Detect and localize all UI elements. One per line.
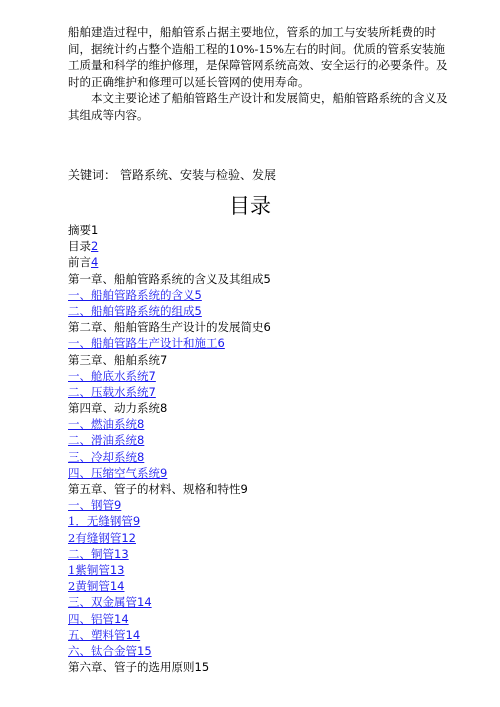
toc-entry-title: 1紫铜管 <box>68 562 110 577</box>
toc-entry-page: 5 <box>194 287 202 302</box>
toc-entry-title: 2黄铜管 <box>68 579 110 594</box>
toc-entry-link[interactable] <box>68 547 129 561</box>
toc-page-link[interactable] <box>91 255 98 269</box>
toc-entry-page: 8 <box>137 417 145 432</box>
toc-entry-page: 7 <box>160 352 168 367</box>
toc-entry-link[interactable] <box>68 595 152 609</box>
keywords-line <box>68 166 276 184</box>
toc-entry-link[interactable] <box>68 579 124 593</box>
toc-entry-title: 一、舱底水系统 <box>68 368 149 383</box>
toc-entry-link[interactable] <box>68 433 144 447</box>
toc-entry-link[interactable] <box>68 417 144 431</box>
toc-entry-link[interactable] <box>68 644 152 658</box>
toc-section-entry <box>68 513 448 529</box>
toc-entry-page: 13 <box>109 562 125 577</box>
toc-entry-page: 5 <box>194 303 202 318</box>
table-of-contents <box>68 222 448 675</box>
keywords-text: 管路系统、安装与检验、发展 <box>120 168 277 182</box>
toc-section-entry <box>68 287 448 303</box>
toc-entry-title: 五、塑料管 <box>68 627 126 642</box>
toc-entry-link[interactable] <box>68 369 156 383</box>
toc-entry-page: 14 <box>109 579 125 594</box>
toc-chapter-entry <box>68 352 448 368</box>
toc-section-entry <box>68 416 448 432</box>
toc-section-entry <box>68 368 448 384</box>
toc-section-entry <box>68 594 448 610</box>
toc-entry-page: 8 <box>137 449 145 464</box>
keywords-label: 关键词： <box>68 168 117 182</box>
toc-section-entry <box>68 643 448 659</box>
toc-section-entry <box>68 530 448 546</box>
toc-entry-title: 2有缝钢管 <box>68 530 122 545</box>
intro-text <box>68 24 448 123</box>
toc-section-entry <box>68 562 448 578</box>
toc-section-entry <box>68 449 448 465</box>
toc-chapter-entry <box>68 481 448 497</box>
toc-entry-title: 第一章、船舶管路系统的含义及其组成 <box>68 271 264 286</box>
toc-entry-title: 三、冷却系统 <box>68 449 137 464</box>
intro-paragraph-2: 本文主要论述了船舶管路生产设计和发展简史，船舶管路系统的含义及其组成等内容。 <box>68 91 448 122</box>
toc-section-entry <box>68 627 448 643</box>
toc-section-entry <box>68 578 448 594</box>
toc-entry-link[interactable] <box>68 514 140 528</box>
toc-entry-page: 9 <box>160 465 168 480</box>
toc-entry-title: 四、铝管 <box>68 611 114 626</box>
toc-entry-title: 二、压载水系统 <box>68 384 149 399</box>
toc-entry-page: 8 <box>160 401 168 416</box>
toc-chapter-entry <box>68 254 448 270</box>
intro-paragraph-1: 船舶建造过程中，船舶管系占据主要地位，管系的加工与安装所耗费的时间，据统计约占整个造船工程的10%-15%左右的时间。优质的管系安装施工质量和科学的维护修理，是保障管网系统高效、安全运行的必要条件。及时的正确维护和修理可以延长管网的使用寿命。 <box>68 25 448 89</box>
toc-entry-title: 一、船舶管路系统的含义 <box>68 287 195 302</box>
toc-section-entry <box>68 497 448 513</box>
toc-entry-page: 8 <box>137 433 145 448</box>
toc-entry-title: 第四章、动力系统 <box>68 401 160 416</box>
toc-section-entry <box>68 303 448 319</box>
toc-page-link[interactable] <box>91 239 98 253</box>
toc-entry-title: 一、钢管 <box>68 498 114 513</box>
toc-section-entry <box>68 384 448 400</box>
toc-entry-title: 第五章、管子的材料、规格和特性 <box>68 482 241 496</box>
toc-entry-link[interactable] <box>68 304 202 318</box>
toc-entry-title: 四、压缩空气系统 <box>68 465 160 480</box>
toc-entry-title: 二、铜管 <box>68 546 114 561</box>
toc-entry-link[interactable] <box>68 612 129 626</box>
toc-entry-link[interactable] <box>68 628 140 642</box>
toc-entry-page: 15 <box>137 643 152 658</box>
toc-entry-link[interactable] <box>68 450 144 464</box>
toc-entry-page: 14 <box>137 595 152 610</box>
toc-section-entry <box>68 465 448 481</box>
toc-entry-title: 1．无缝钢管 <box>68 514 133 529</box>
toc-entry-page: 2 <box>91 239 99 254</box>
toc-entry-page: 14 <box>114 611 129 626</box>
toc-chapter-entry <box>68 659 448 675</box>
toc-entry-title: 第三章、船舶系统 <box>68 352 160 367</box>
toc-entry-link[interactable] <box>68 385 156 399</box>
toc-chapter-entry <box>68 271 448 287</box>
toc-entry-page: 13 <box>114 546 129 561</box>
toc-entry-page: 6 <box>217 336 225 351</box>
toc-entry-title: 第二章、船舶管路生产设计的发展简史 <box>68 320 264 335</box>
toc-entry-page: 6 <box>263 320 271 335</box>
toc-entry-title: 目录 <box>68 239 91 254</box>
toc-entry-title: 一、燃油系统 <box>68 417 137 432</box>
toc-section-entry <box>68 611 448 627</box>
toc-entry-link[interactable] <box>68 498 121 512</box>
toc-entry-page: 1 <box>91 223 99 237</box>
toc-section-entry <box>68 335 448 351</box>
toc-entry-page: 5 <box>263 271 271 286</box>
toc-entry-title: 二、船舶管路系统的组成 <box>68 303 195 318</box>
toc-entry-page: 12 <box>121 530 136 545</box>
toc-chapter-entry <box>68 222 448 238</box>
toc-entry-title: 第六章、管子的选用原则 <box>68 660 195 675</box>
toc-entry-link[interactable] <box>68 336 225 350</box>
toc-entry-page: 9 <box>240 482 248 496</box>
toc-entry-title: 二、滑油系统 <box>68 433 137 448</box>
toc-entry-title: 六、钛合金管 <box>68 643 137 658</box>
toc-entry-page: 9 <box>132 514 141 529</box>
toc-title: 目录 <box>229 194 271 218</box>
toc-entry-page: 14 <box>125 627 141 642</box>
toc-entry-title: 前言 <box>68 255 91 270</box>
toc-entry-page: 4 <box>91 255 99 270</box>
toc-entry-title: 一、船舶管路生产设计和施工 <box>68 336 218 351</box>
toc-chapter-entry <box>68 238 448 254</box>
toc-entry-link[interactable] <box>68 563 124 577</box>
toc-entry-link[interactable] <box>68 531 136 545</box>
toc-chapter-entry <box>68 400 448 416</box>
toc-entry-link[interactable] <box>68 466 167 480</box>
toc-section-entry <box>68 432 448 448</box>
toc-entry-title: 摘要 <box>68 223 91 237</box>
toc-section-entry <box>68 546 448 562</box>
toc-entry-page: 9 <box>114 498 122 513</box>
toc-entry-title: 三、双金属管 <box>68 595 137 610</box>
toc-entry-link[interactable] <box>68 288 202 302</box>
toc-entry-page: 7 <box>148 384 156 399</box>
toc-entry-page: 15 <box>194 660 210 675</box>
toc-chapter-entry <box>68 319 448 335</box>
toc-entry-page: 7 <box>148 368 156 383</box>
